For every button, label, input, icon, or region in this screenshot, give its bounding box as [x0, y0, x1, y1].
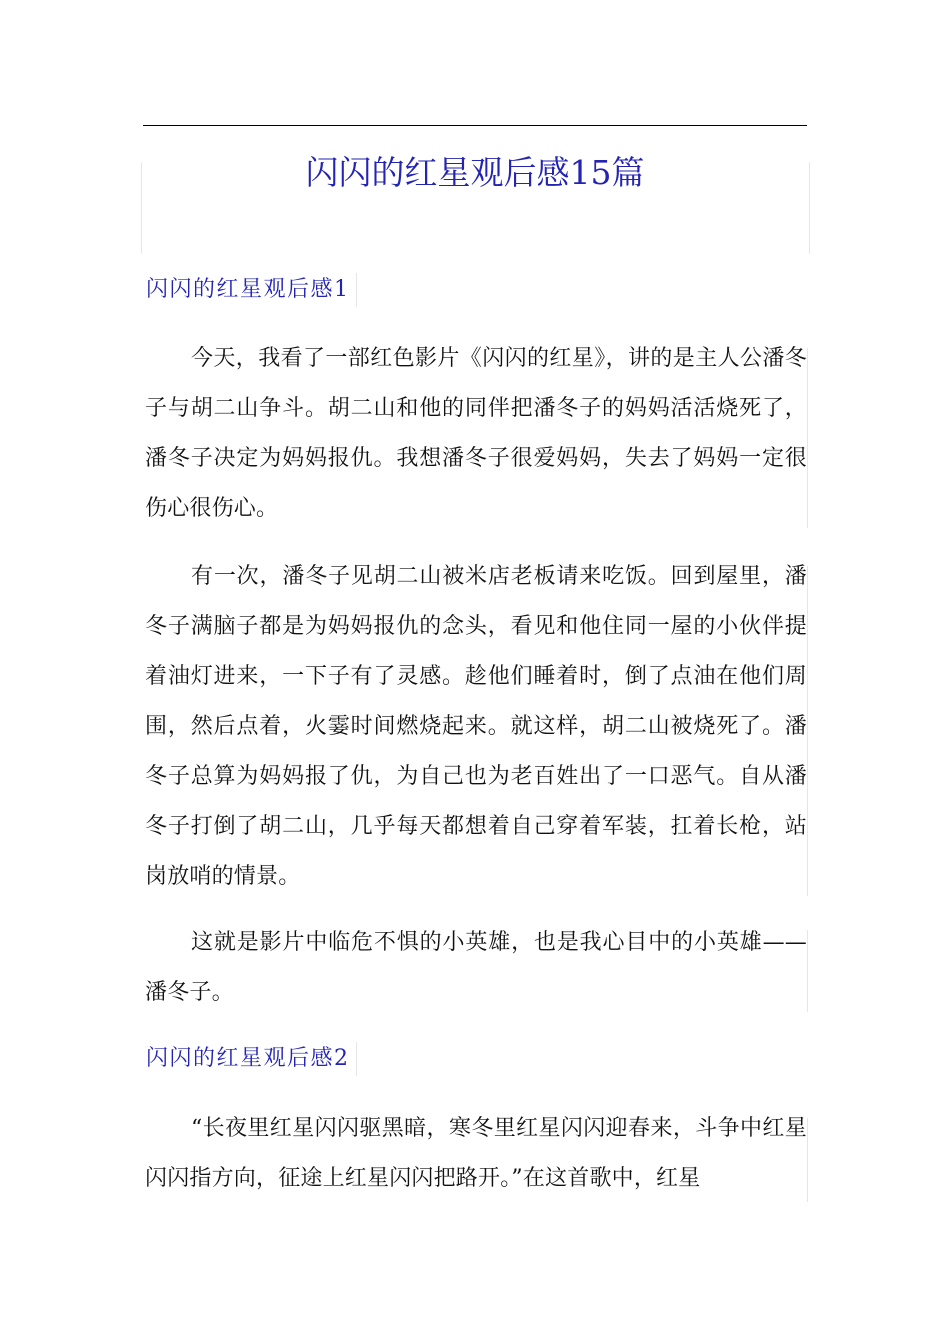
- document-title: 闪闪的红星观后感15篇: [305, 153, 645, 192]
- paragraph: “长夜里红星闪闪驱黑暗，寒冬里红星闪闪迎春来，斗争中红星闪闪指方向，征途上红星闪闪把路开。”在这首歌中，红星: [145, 1116, 807, 1191]
- section-heading-2: 闪闪的红星观后感2: [146, 1042, 357, 1076]
- paragraph: 这就是影片中临危不惧的小英雄，也是我心目中的小英雄——潘冬子。: [145, 930, 807, 1005]
- paragraph: 今天，我看了一部红色影片《闪闪的红星》，讲的是主人公潘冬子与胡二山争斗。胡二山和他的同伴把潘冬子的妈妈活活烧死了，潘冬子决定为妈妈报仇。我想潘冬子很爱妈妈，失去了妈妈一定很伤心很伤心。: [145, 346, 807, 521]
- section-heading-1: 闪闪的红星观后感1: [146, 273, 357, 307]
- paragraph: 有一次，潘冬子见胡二山被米店老板请来吃饭。回到屋里，潘冬子满脑子都是为妈妈报仇的念头，看见和他住同一屋的小伙伴提着油灯进来，一下子有了灵感。趁他们睡着时，倒了点油在他们周围，然后点着，火霎时间燃烧起来。就这样，胡二山被烧死了。潘冬子总算为妈妈报了仇，为自己也为老百姓出了一口恶气。自从潘冬子打倒了胡二山，几乎每天都想着自己穿着军装，扛着长枪，站岗放哨的情景。: [145, 564, 807, 889]
- header-rule: [143, 125, 807, 126]
